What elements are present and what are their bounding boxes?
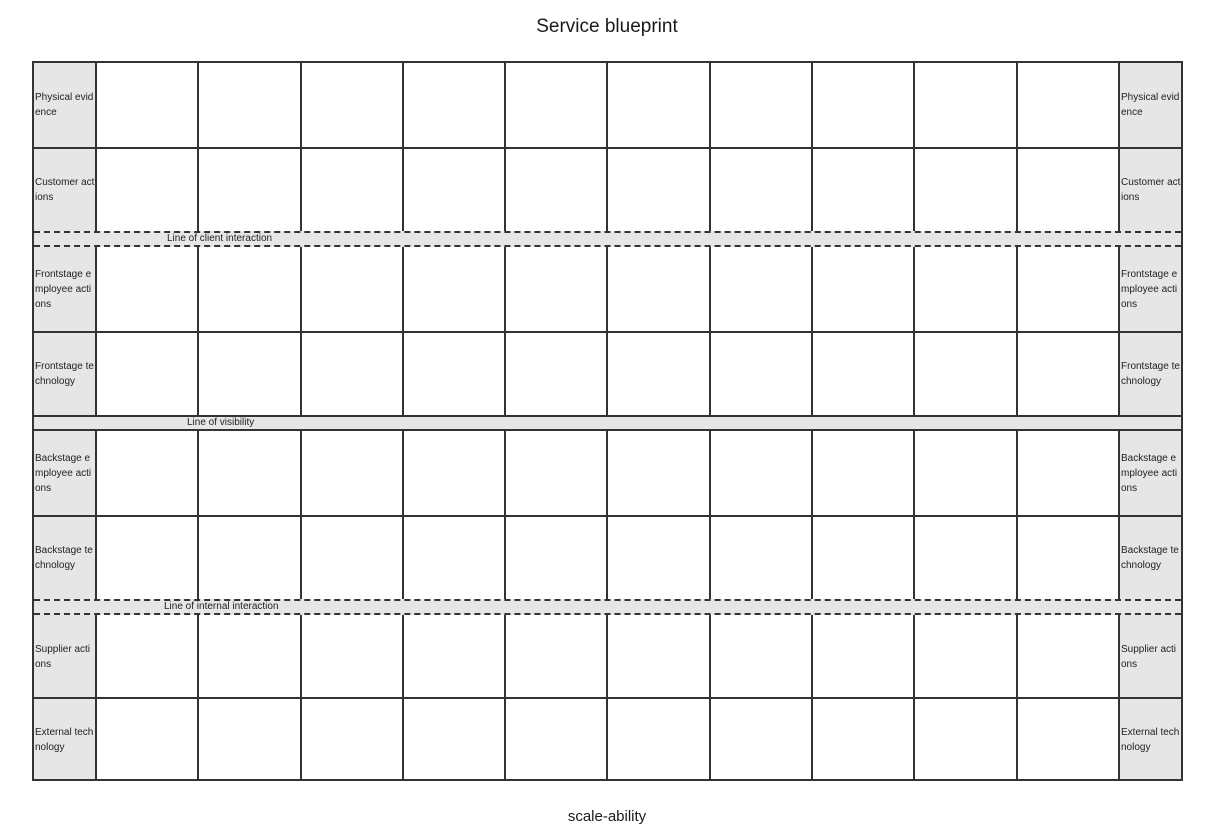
blueprint-cell[interactable] <box>811 615 913 699</box>
lane-label-left: Physical evidence <box>34 63 97 147</box>
blueprint-cell[interactable] <box>402 247 504 331</box>
blueprint-cell[interactable] <box>1016 431 1118 515</box>
blueprint-cell[interactable] <box>197 63 299 147</box>
blueprint-cell[interactable] <box>606 431 708 515</box>
blueprint-cell[interactable] <box>300 431 402 515</box>
blueprint-cell[interactable] <box>97 333 197 415</box>
blueprint-cell[interactable] <box>504 431 606 515</box>
blueprint-cell[interactable] <box>97 63 197 147</box>
lane-label-right: Customer actions <box>1118 149 1181 231</box>
lane-cells <box>97 247 1118 331</box>
blueprint-cell[interactable] <box>300 615 402 699</box>
blueprint-cell[interactable] <box>402 517 504 599</box>
blueprint-cell[interactable] <box>709 333 811 415</box>
blueprint-cell[interactable] <box>197 149 299 231</box>
blueprint-cell[interactable] <box>97 149 197 231</box>
blueprint-cell[interactable] <box>913 247 1015 331</box>
blueprint-cell[interactable] <box>300 517 402 599</box>
lane-cells <box>97 517 1118 599</box>
blueprint-cell[interactable] <box>197 615 299 699</box>
blueprint-cell[interactable] <box>97 247 197 331</box>
blueprint-cell[interactable] <box>811 63 913 147</box>
blueprint-cell[interactable] <box>97 517 197 599</box>
lane-label-right: Backstage employee actions <box>1118 431 1181 515</box>
lane-frontstage-technology <box>34 331 1181 415</box>
blueprint-cell[interactable] <box>504 333 606 415</box>
blueprint-cell[interactable] <box>300 149 402 231</box>
lane-backstage-employee-actions <box>34 431 1181 515</box>
blueprint-cell[interactable] <box>1016 149 1118 231</box>
lane-label-left: External technology <box>34 699 97 781</box>
lane-customer-actions <box>34 147 1181 231</box>
blueprint-cell[interactable] <box>913 431 1015 515</box>
blueprint-cell[interactable] <box>709 431 811 515</box>
diagram-title: Service blueprint <box>536 16 678 37</box>
lane-supplier-actions <box>34 615 1181 699</box>
blueprint-cell[interactable] <box>1016 333 1118 415</box>
blueprint-cell[interactable] <box>402 333 504 415</box>
blueprint-cell[interactable] <box>504 247 606 331</box>
blueprint-cell[interactable] <box>504 699 606 781</box>
lane-backstage-technology <box>34 515 1181 599</box>
blueprint-cell[interactable] <box>811 431 913 515</box>
blueprint-cell[interactable] <box>913 615 1015 699</box>
blueprint-cell[interactable] <box>709 615 811 699</box>
blueprint-cell[interactable] <box>402 63 504 147</box>
line-of-internal-interaction <box>34 599 1181 615</box>
lane-external-technology <box>34 697 1181 781</box>
lane-label-left: Frontstage technology <box>34 333 97 415</box>
blueprint-cell[interactable] <box>811 149 913 231</box>
blueprint-cell[interactable] <box>402 699 504 781</box>
lane-label-right: Frontstage employee actions <box>1118 247 1181 331</box>
lane-label-left: Frontstage employee actions <box>34 247 97 331</box>
blueprint-cell[interactable] <box>606 63 708 147</box>
lane-cells <box>97 333 1118 415</box>
lane-label-left: Backstage technology <box>34 517 97 599</box>
blueprint-cell[interactable] <box>504 149 606 231</box>
blueprint-cell[interactable] <box>402 615 504 699</box>
line-of-client-interaction <box>34 231 1181 247</box>
lane-cells <box>97 431 1118 515</box>
blueprint-cell[interactable] <box>97 699 197 781</box>
blueprint-cell[interactable] <box>709 63 811 147</box>
blueprint-cell[interactable] <box>811 333 913 415</box>
blueprint-cell[interactable] <box>913 517 1015 599</box>
lane-physical-evidence <box>34 63 1181 147</box>
blueprint-cell[interactable] <box>913 699 1015 781</box>
blueprint-cell[interactable] <box>1016 517 1118 599</box>
blueprint-cell[interactable] <box>1016 63 1118 147</box>
blueprint-cell[interactable] <box>402 431 504 515</box>
blueprint-cell[interactable] <box>1016 699 1118 781</box>
blueprint-cell[interactable] <box>300 333 402 415</box>
blueprint-cell[interactable] <box>811 517 913 599</box>
blueprint-cell[interactable] <box>606 247 708 331</box>
blueprint-cell[interactable] <box>197 247 299 331</box>
blueprint-cell[interactable] <box>197 699 299 781</box>
blueprint-cell[interactable] <box>1016 247 1118 331</box>
lane-label-right: Supplier actions <box>1118 615 1181 699</box>
blueprint-cell[interactable] <box>913 333 1015 415</box>
blueprint-cell[interactable] <box>606 615 708 699</box>
blueprint-cell[interactable] <box>300 63 402 147</box>
lane-cells <box>97 699 1118 781</box>
footer-brand: scale-ability <box>567 808 647 825</box>
blueprint-cell[interactable] <box>504 517 606 599</box>
separator-label: Line of internal interaction <box>164 601 279 612</box>
blueprint-cell[interactable] <box>97 615 197 699</box>
blueprint-cell[interactable] <box>197 431 299 515</box>
separator-label: Line of visibility <box>187 417 255 428</box>
blueprint-cell[interactable] <box>913 63 1015 147</box>
lane-label-left: Customer actions <box>34 149 97 231</box>
lane-label-right: External technology <box>1118 699 1181 781</box>
lane-cells <box>97 149 1118 231</box>
blueprint-cell[interactable] <box>402 149 504 231</box>
line-of-visibility <box>34 415 1181 431</box>
blueprint-cell[interactable] <box>504 63 606 147</box>
blueprint-cell[interactable] <box>300 247 402 331</box>
blueprint-cell[interactable] <box>197 333 299 415</box>
blueprint-cell[interactable] <box>709 149 811 231</box>
lane-cells <box>97 615 1118 699</box>
blueprint-cell[interactable] <box>709 699 811 781</box>
lane-label-right: Backstage technology <box>1118 517 1181 599</box>
blueprint-grid <box>32 61 1183 781</box>
lane-cells <box>97 63 1118 147</box>
blueprint-cell[interactable] <box>97 431 197 515</box>
blueprint-cell[interactable] <box>606 333 708 415</box>
blueprint-cell[interactable] <box>811 247 913 331</box>
blueprint-cell[interactable] <box>504 615 606 699</box>
lane-label-right: Physical evidence <box>1118 63 1181 147</box>
blueprint-cell[interactable] <box>913 149 1015 231</box>
lane-label-left: Supplier actions <box>34 615 97 699</box>
lane-label-left: Backstage employee actions <box>34 431 97 515</box>
lane-frontstage-employee-actions <box>34 247 1181 331</box>
blueprint-cell[interactable] <box>606 699 708 781</box>
separator-label: Line of client interaction <box>167 233 273 244</box>
blueprint-cell[interactable] <box>606 149 708 231</box>
blueprint-cell[interactable] <box>606 517 708 599</box>
blueprint-cell[interactable] <box>197 517 299 599</box>
lane-label-right: Frontstage technology <box>1118 333 1181 415</box>
blueprint-cell[interactable] <box>709 517 811 599</box>
blueprint-cell[interactable] <box>811 699 913 781</box>
blueprint-cell[interactable] <box>300 699 402 781</box>
blueprint-cell[interactable] <box>1016 615 1118 699</box>
blueprint-cell[interactable] <box>709 247 811 331</box>
